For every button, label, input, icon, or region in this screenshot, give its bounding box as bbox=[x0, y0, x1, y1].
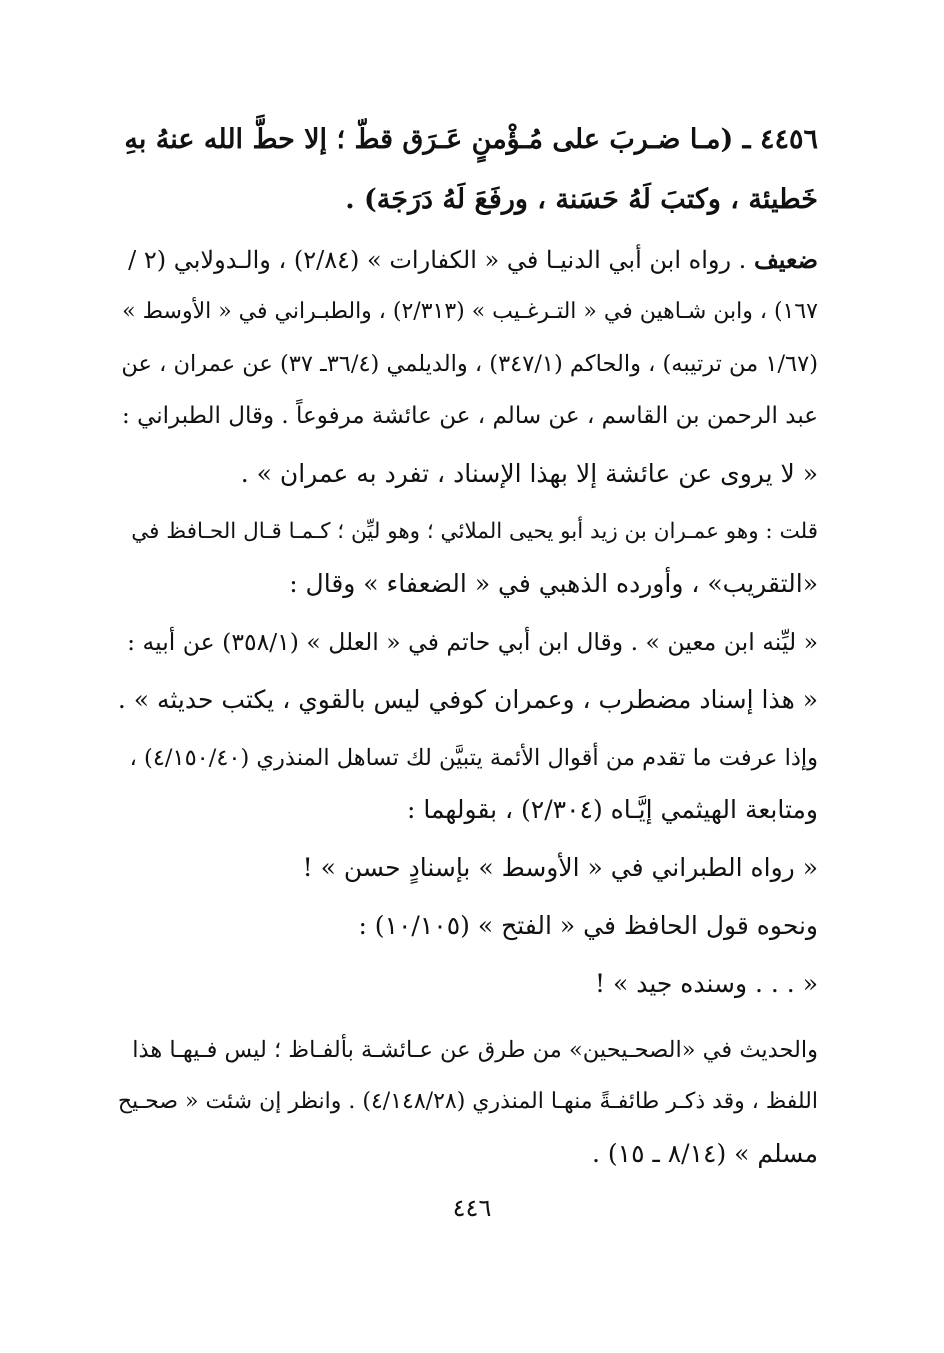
sahihain-line-2: اللفظ ، وقد ذكـر طائفـةً منهـا المنذري (٤/١٤٨/٢٨) . وانظر إن شئت « صحـيح bbox=[117, 1089, 818, 1114]
sahihain-line-1: والحديث في «الصحـيحين» من طرق عن عـائشـة بألفـاظ ؛ ليس فـيهـا هذا bbox=[132, 1037, 818, 1063]
mundhiri-line-1: وإذا عرفت ما تقدم من أقوال الأئمة يتبيَّن لك تساهل المنذري (٤/١٥٠/٤٠) ، bbox=[129, 745, 818, 771]
mundhiri-line-2: ومتابعة الهيثمي إيَّـاه (٢/٣٠٤) ، بقولهما : bbox=[406, 795, 818, 824]
abu-hatim-quote: « هذا إسناد مضطرب ، وعمران كوفي ليس بالقوي ، يكتب حديثه » . bbox=[117, 685, 818, 714]
grading-word: ضعيف bbox=[753, 245, 818, 274]
comment-line-1: قلت : وهو عمـران بن زيد أبو يحيى الملائي ؛ وهو ليِّن ؛ كـمـا قـال الحـافظ في bbox=[131, 519, 818, 544]
hadith-line-2: خَطيئة ، وكتبَ لَهُ حَسَنة ، ورفَعَ لَهُ دَرَجَة) . bbox=[345, 184, 818, 215]
hafiz-line: ونحوه قول الحافظ في « الفتح » (١٠/١٠٥) : bbox=[358, 911, 818, 940]
sahihain-line-3: مسلم » (٨/١٤ ـ ١٥) . bbox=[591, 1139, 818, 1168]
jayyid-quote: « . . . وسنده جيد » ! bbox=[594, 969, 818, 998]
comment-line-2: «التقريب» ، وأورده الذهبي في « الضعفاء » وقال : bbox=[289, 569, 818, 598]
grading-line-2: ١٦٧) ، وابن شـاهين في « التـرغـيب » (٢/٣١٣) ، والطبـراني في « الأوسط » bbox=[122, 299, 818, 324]
ibn-maeen-quote: « ليِّنه ابن معين » . وقال ابن أبي حاتم في « العلل » (٣٥٨/١) عن أبيه : bbox=[127, 628, 818, 656]
grading-line-3: (١/٦٧ من ترتيبه) ، والحاكم (٣٤٧/١) ، والديلمي (٣٦/٤ـ ٣٧) عن عمران ، عن bbox=[121, 351, 818, 377]
hadith-line-1: ٤٤٥٦ ـ (مـا ضـربَ على مُـؤْمنٍ عَـرَق قطّ ؛ إلا حطَّ الله عنهُ بهِ bbox=[124, 124, 818, 155]
grading-line-1-rest: . رواه ابن أبي الدنيـا في « الكفارات » (٢/٨٤) ، والـدولابي (٢ / bbox=[128, 246, 747, 274]
page-number: ٤٤٦ bbox=[452, 1194, 492, 1222]
grading-line-4: عبد الرحمن بن القاسم ، عن سالم ، عن عائشة مرفوعاً . وقال الطبراني : bbox=[122, 403, 818, 429]
grading-line-1 bbox=[128, 240, 818, 280]
tabarani-quote: « لا يروى عن عائشة إلا بهذا الإسناد ، تفرد به عمران » . bbox=[240, 459, 818, 488]
hasan-quote: « رواه الطبراني في « الأوسط » بإسنادٍ حسن » ! bbox=[302, 853, 818, 882]
